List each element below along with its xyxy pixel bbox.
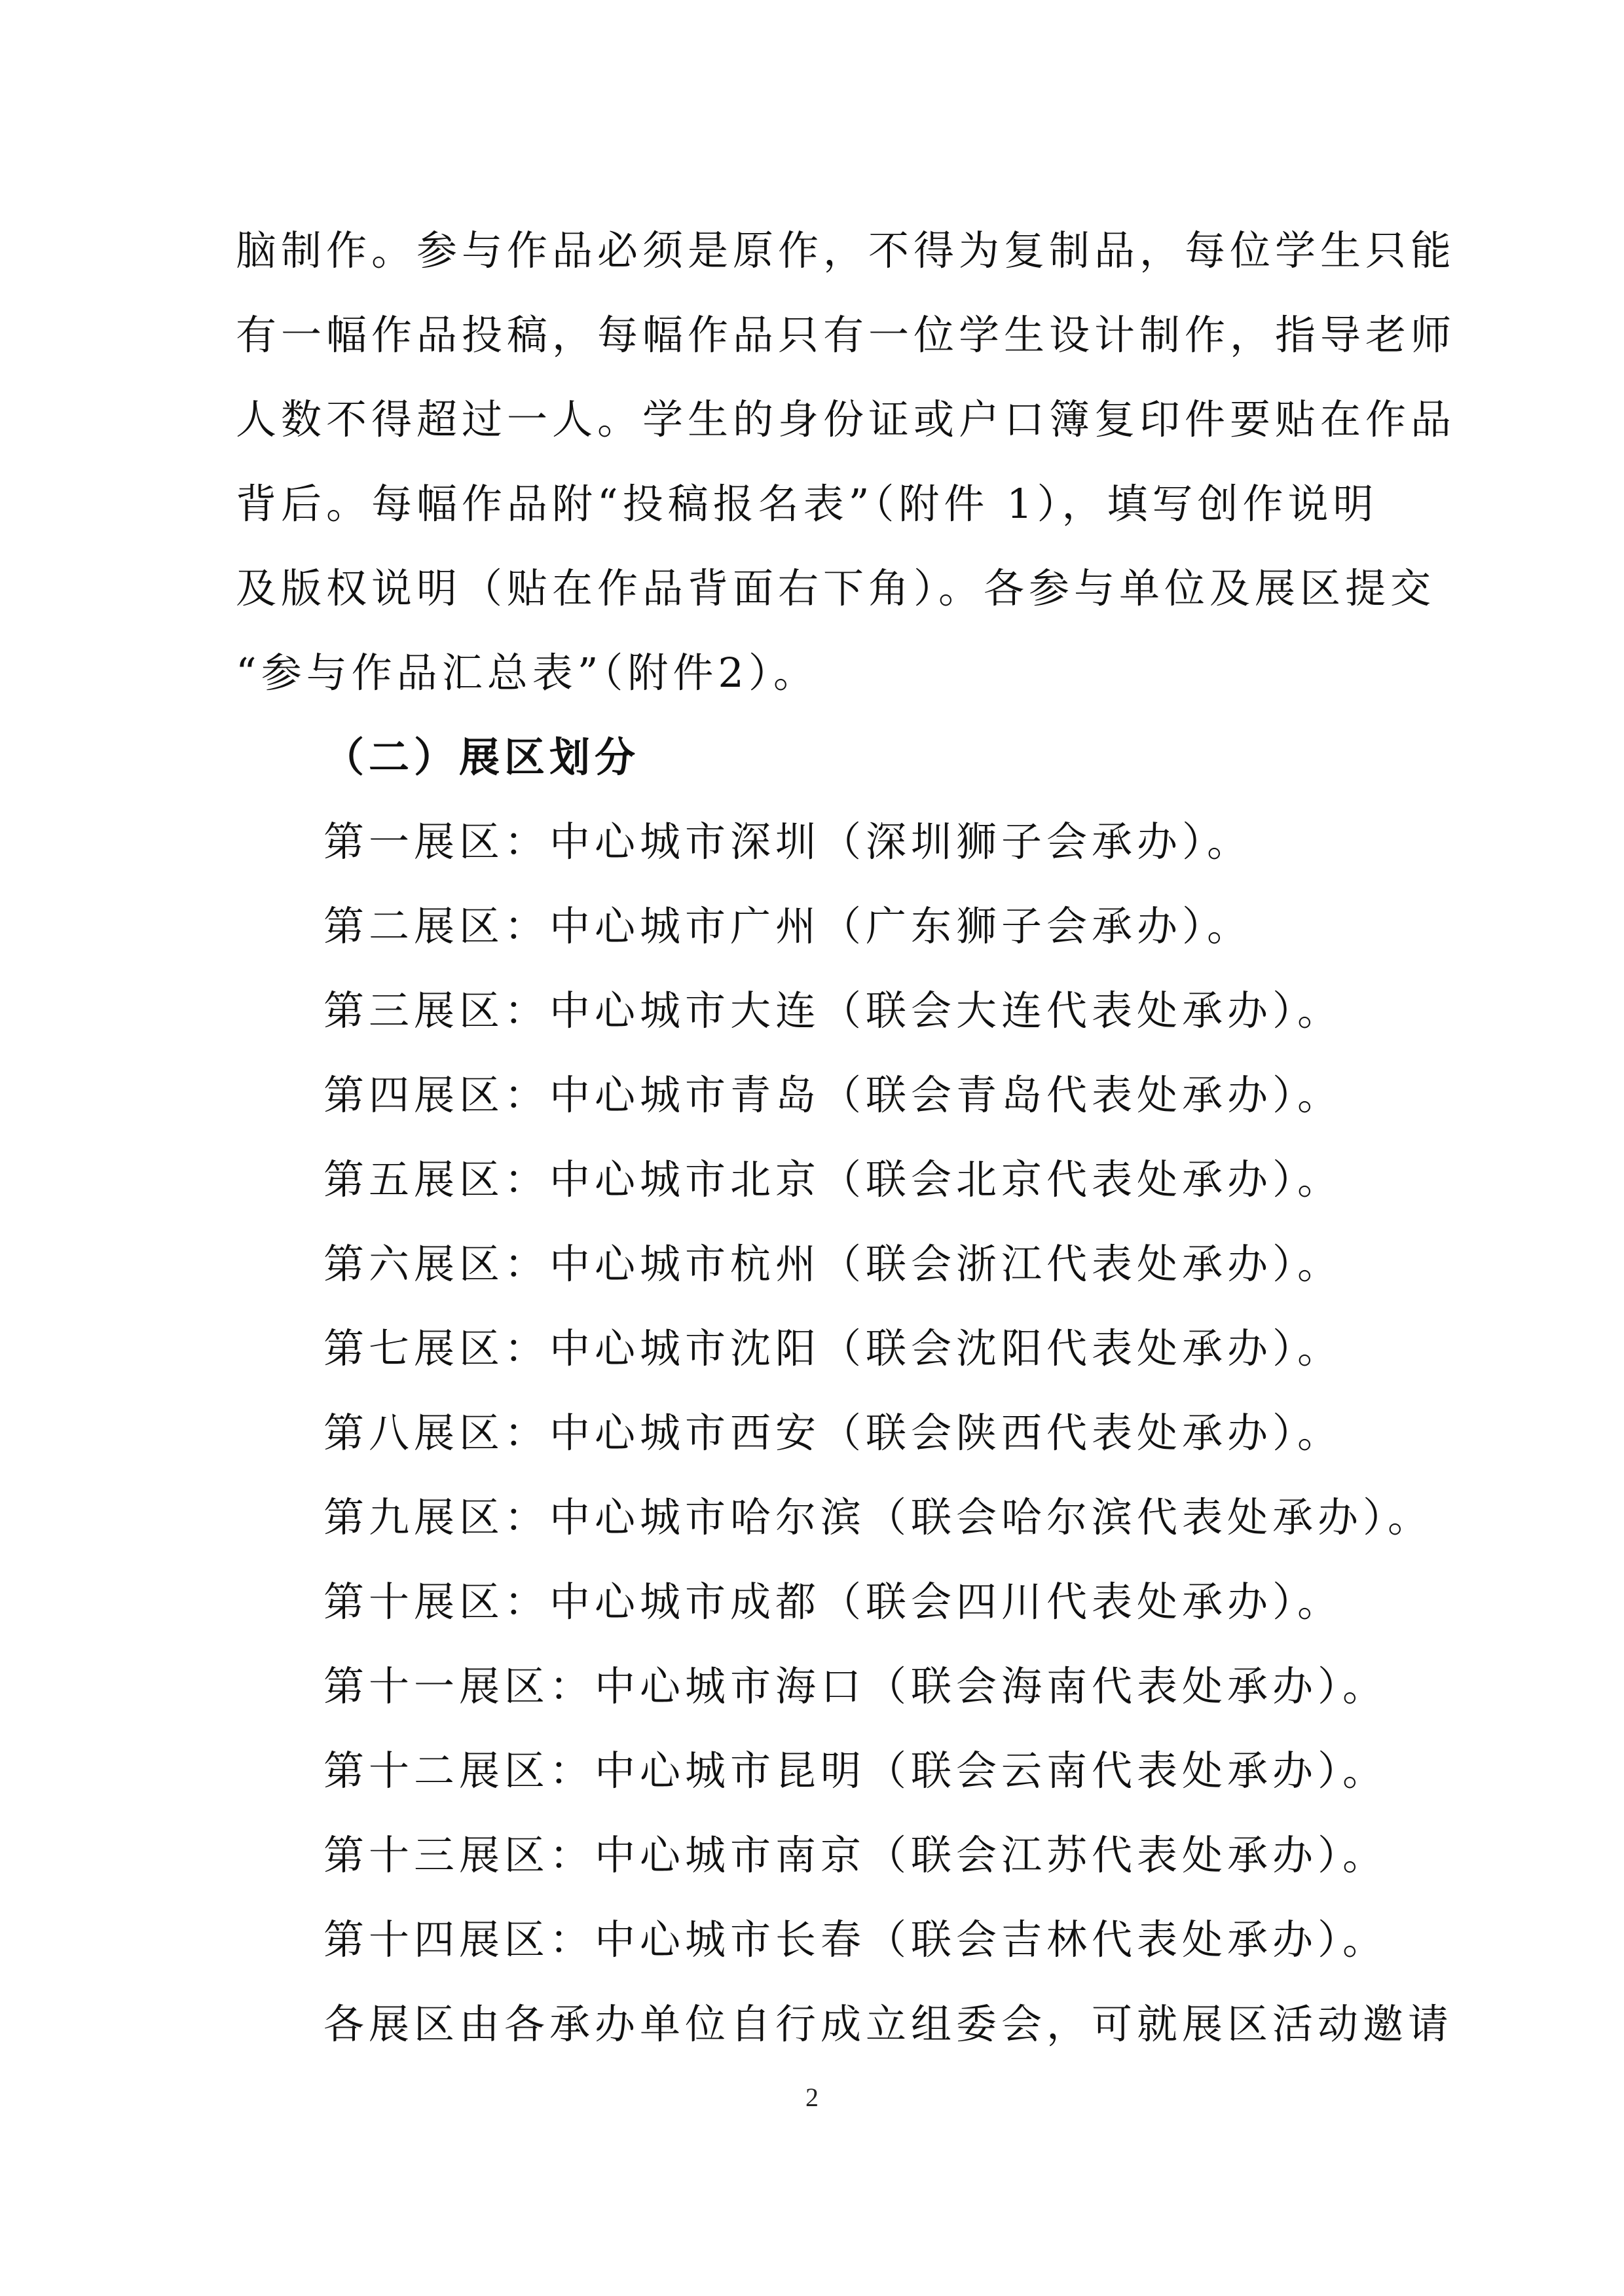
zone-item: 第二展区：中心城市广州（广东狮子会承办）。: [323, 902, 1253, 950]
paragraph-line: 及版权说明（贴在作品背面右下角）。各参与单位及展区提交: [236, 564, 1436, 612]
paragraph-line: 背后。每幅作品附“投稿报名表”（附件 1），填写创作说明: [236, 480, 1378, 528]
paragraph-line: 有一幅作品投稿，每幅作品只有一位学生设计制作，指导老师: [236, 311, 1456, 359]
body-text: [236, 208, 1456, 2066]
zone-item: 第十四展区：中心城市长春（联会吉林代表处承办）。: [323, 1916, 1388, 1963]
section-heading: （二）展区划分: [323, 733, 640, 781]
zone-item: 第十一展区：中心城市海口（联会海南代表处承办）。: [323, 1662, 1388, 1710]
zone-item: 第九展区：中心城市哈尔滨（联会哈尔滨代表处承办）。: [323, 1493, 1433, 1541]
zone-item: 第十展区：中心城市成都（联会四川代表处承办）。: [323, 1578, 1343, 1626]
zone-item: 第一展区：中心城市深圳（深圳狮子会承办）。: [323, 818, 1253, 866]
closing-line: 各展区由各承办单位自行成立组委会，可就展区活动邀请: [323, 2000, 1454, 2048]
zone-item: 第三展区：中心城市大连（联会大连代表处承办）。: [323, 987, 1343, 1034]
paragraph-line: “参与作品汇总表”（附件2）。: [236, 649, 819, 697]
zone-item: 第八展区：中心城市西安（联会陕西代表处承办）。: [323, 1409, 1343, 1457]
zone-item: 第五展区：中心城市北京（联会北京代表处承办）。: [323, 1156, 1343, 1203]
paragraph-line: 脑制作。参与作品必须是原作，不得为复制品，每位学生只能: [236, 227, 1456, 274]
zone-item: 第十二展区：中心城市昆明（联会云南代表处承办）。: [323, 1747, 1388, 1795]
zone-item: 第七展区：中心城市沈阳（联会沈阳代表处承办）。: [323, 1324, 1343, 1372]
paragraph-line: 人数不得超过一人。学生的身份证或户口簿复印件要贴在作品: [236, 395, 1456, 443]
zone-item: 第十三展区：中心城市南京（联会江苏代表处承办）。: [323, 1831, 1388, 1879]
page-number: 2: [805, 2083, 819, 2112]
zone-item: 第六展区：中心城市杭州（联会浙江代表处承办）。: [323, 1240, 1343, 1288]
zone-item: 第四展区：中心城市青岛（联会青岛代表处承办）。: [323, 1071, 1343, 1119]
